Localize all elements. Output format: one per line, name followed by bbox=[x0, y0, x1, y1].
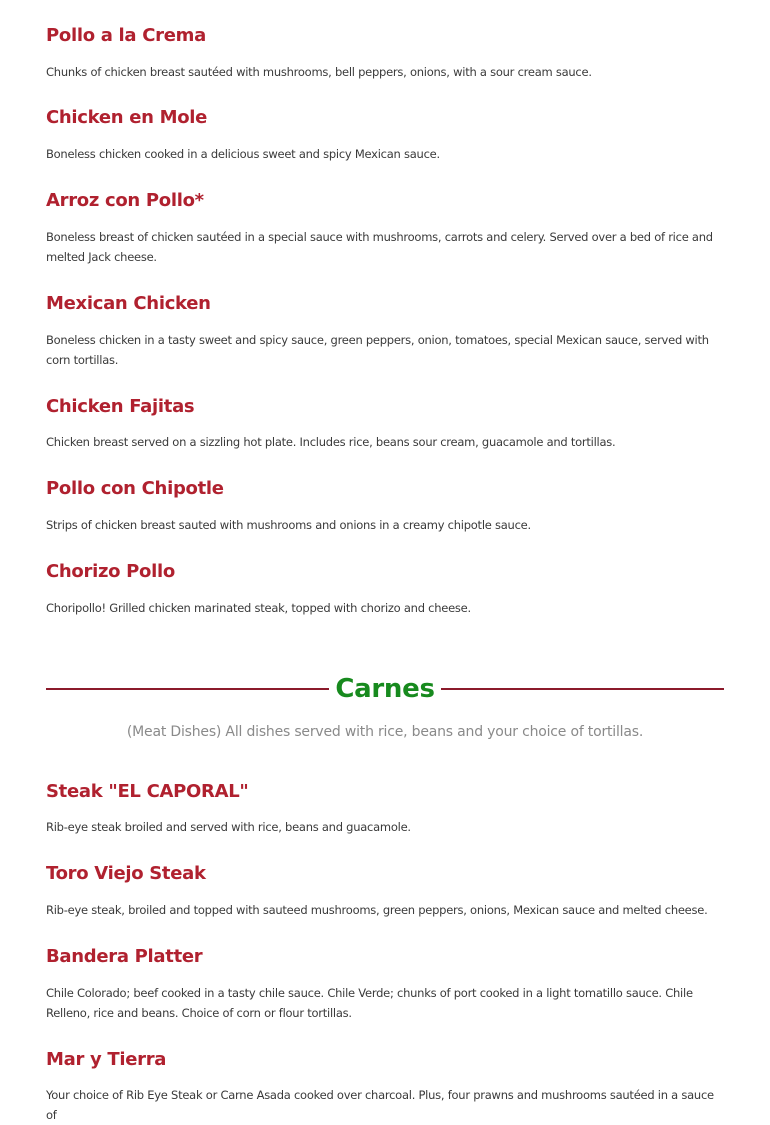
menu-item bbox=[46, 106, 724, 130]
menu-item-title: Steak "EL CAPORAL" bbox=[46, 781, 249, 802]
menu-item-title: Arroz con Pollo* bbox=[46, 190, 204, 211]
menu-item-description: Chicken breast served on a sizzling hot plate. Includes rice, beans sour cream, guacamole and tortillas. bbox=[46, 435, 616, 449]
menu-item bbox=[46, 395, 724, 419]
menu-item-description: Choripollo! Grilled chicken marinated steak, topped with chorizo and cheese. bbox=[46, 601, 471, 615]
menu-item-description: Your choice of Rib Eye Steak or Carne Asada cooked over charcoal. Plus, four prawns and mushrooms sautéed in a sauce of bbox=[46, 1088, 714, 1122]
menu-item bbox=[46, 560, 724, 584]
menu-item-title: Chicken Fajitas bbox=[46, 396, 195, 417]
menu-item-description-wrap bbox=[46, 1085, 724, 1122]
menu-item-description-wrap bbox=[46, 817, 724, 837]
menu-item-title: Bandera Platter bbox=[46, 946, 203, 967]
menu-item-description-wrap bbox=[46, 983, 724, 1023]
section-subtitle: (Meat Dishes) All dishes served with rice, beans and your choice of tortillas. bbox=[126, 724, 644, 740]
menu-item-title: Chorizo Pollo bbox=[46, 561, 175, 582]
menu-item-description: Strips of chicken breast sauted with mushrooms and onions in a creamy chipotle sauce. bbox=[46, 518, 531, 532]
section-title: Carnes bbox=[335, 674, 435, 704]
menu-item bbox=[46, 1048, 724, 1072]
menu-item bbox=[46, 189, 724, 213]
menu-item-title: Pollo a la Crema bbox=[46, 25, 206, 46]
section-rule-left bbox=[46, 688, 329, 690]
menu-item bbox=[46, 477, 724, 501]
menu-item bbox=[46, 292, 724, 316]
menu-item-title: Pollo con Chipotle bbox=[46, 478, 224, 499]
menu-item bbox=[46, 945, 724, 969]
menu-item-description-wrap bbox=[46, 598, 724, 618]
menu-item-title: Toro Viejo Steak bbox=[46, 863, 206, 884]
menu-item-description: Rib-eye steak, broiled and topped with sauteed mushrooms, green peppers, onions, Mexican sauce and melted cheese. bbox=[46, 903, 708, 917]
menu-item-description-wrap bbox=[46, 62, 724, 82]
menu-item-title: Mexican Chicken bbox=[46, 293, 211, 314]
menu-item-description: Chile Colorado; beef cooked in a tasty chile sauce. Chile Verde; chunks of port cooked in a light tomatillo sauce. Chile Relleno, rice and beans. Choice of corn or flour tortillas. bbox=[46, 986, 693, 1020]
menu-item-description: Boneless chicken in a tasty sweet and spicy sauce, green peppers, onion, tomatoes, special Mexican sauce, served with corn tortillas. bbox=[46, 333, 709, 367]
menu-item bbox=[46, 780, 724, 804]
section-rule-right bbox=[441, 688, 724, 690]
menu-item-description: Chunks of chicken breast sautéed with mushrooms, bell peppers, onions, with a sour cream sauce. bbox=[46, 65, 592, 79]
menu-item-description-wrap bbox=[46, 900, 724, 920]
section-header bbox=[46, 669, 724, 709]
menu-item-title: Chicken en Mole bbox=[46, 107, 208, 128]
menu-item-description-wrap bbox=[46, 432, 724, 452]
menu-item-description-wrap bbox=[46, 330, 724, 370]
menu-item-title: Mar y Tierra bbox=[46, 1049, 167, 1070]
menu-item bbox=[46, 24, 724, 48]
menu-item-description-wrap bbox=[46, 144, 724, 164]
menu-item-description-wrap bbox=[46, 515, 724, 535]
menu-item bbox=[46, 862, 724, 886]
menu-item-description: Boneless breast of chicken sautéed in a special sauce with mushrooms, carrots and celery. Served over a bed of rice and melted Jack cheese. bbox=[46, 230, 713, 264]
menu-item-description-wrap bbox=[46, 227, 724, 267]
menu-item-description: Rib-eye steak broiled and served with rice, beans and guacamole. bbox=[46, 820, 411, 834]
menu-item-description: Boneless chicken cooked in a delicious sweet and spicy Mexican sauce. bbox=[46, 147, 440, 161]
